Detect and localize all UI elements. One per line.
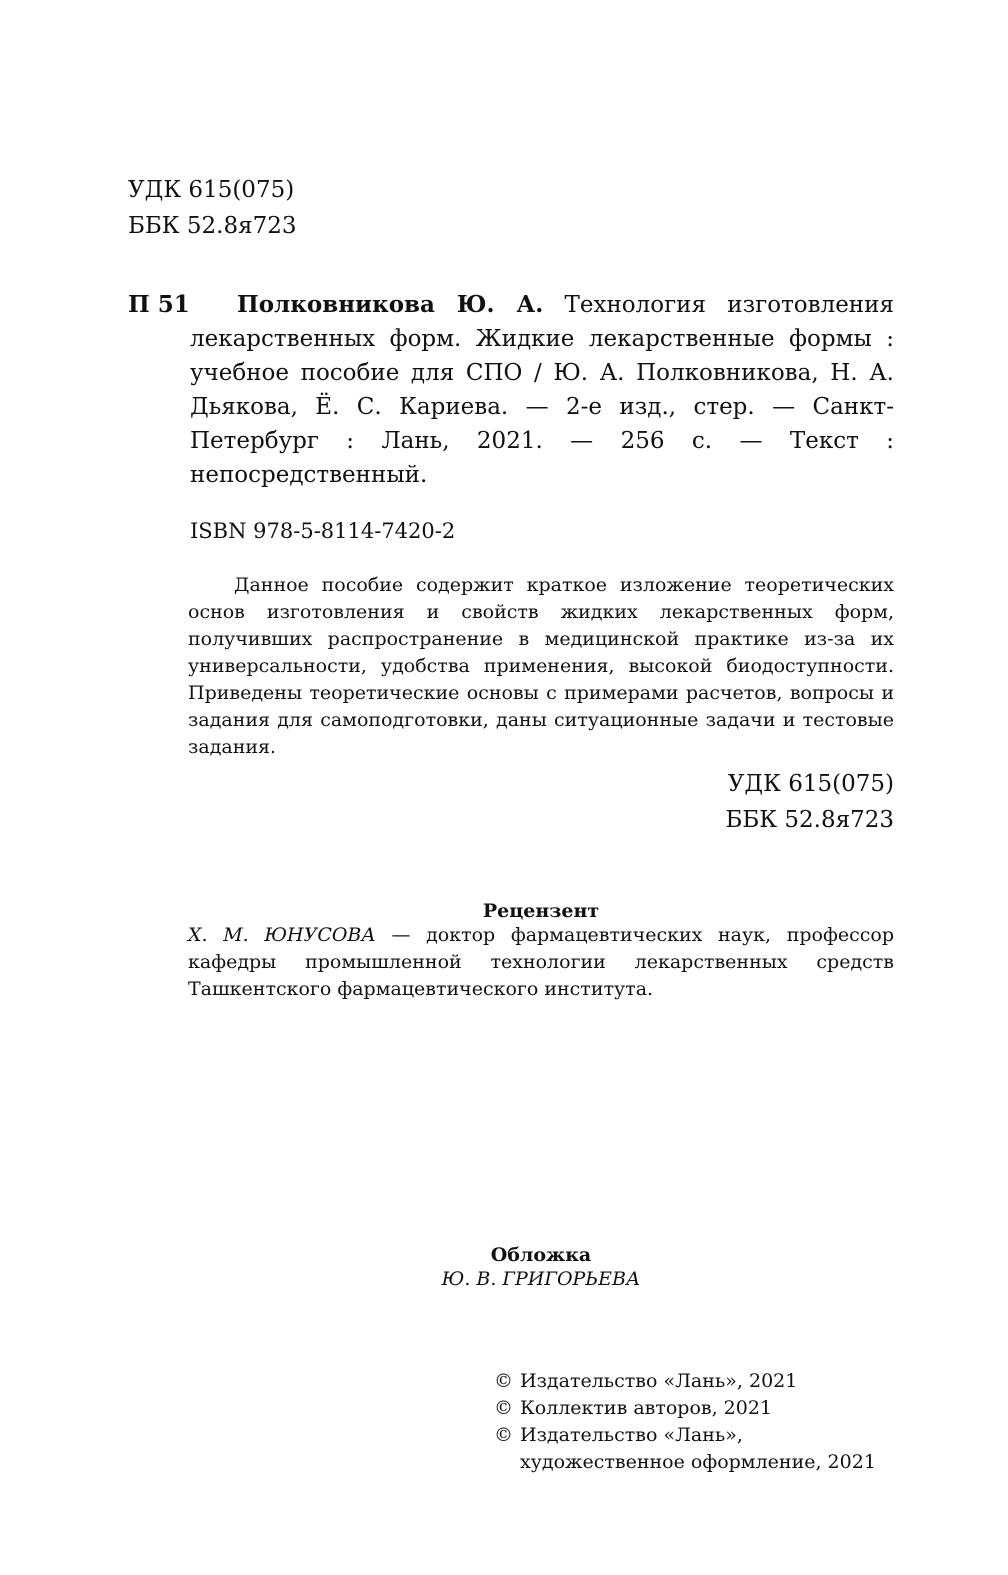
classification-codes-bottom [725,766,894,838]
cover-heading: Обложка [490,1244,592,1266]
copyright-line-continuation [494,1449,876,1476]
bbk-code: ББК 52.8я723 [128,213,297,239]
reviewer-details: — доктор фармацевтических наук, профессор кафедры промышленной технологии лекарственных средств Ташкентского фармацевтического института. [188,924,894,1000]
udk-code: УДК 615(075) [128,177,295,203]
copyright-line [494,1395,876,1422]
copyright-text: художественное оформление, 2021 [520,1451,876,1473]
author-mark: П 51 [128,291,190,318]
copyright-icon: © [494,1424,513,1446]
reviewer-heading: Рецензент [482,900,600,922]
copyright-icon: © [494,1370,513,1392]
reviewer-name: Х. М. ЮНУСОВА [188,924,376,946]
annotation-paragraph: Данное пособие содержит краткое изложение теоретических основ изготовления и свойств жидких лекарственных форм, получивших распространение в медицинской практике из-за их универсальности, удобства применения, высокой биодоступности. Приведены теоретические основы с примерами расчетов, вопросы и задания для самоподготовки, даны ситуационные задачи и тестовые задания. [188,574,894,758]
copyright-icon: © [494,1397,513,1419]
copyright-text: Издательство «Лань», [520,1424,743,1446]
reviewer-description [188,922,894,1003]
isbn: ISBN 978-5-8114-7420-2 [190,519,456,543]
entry-description: Технология изготовления лекарственных форм. Жидкие лекарственные формы : учебное пособие для СПО / Ю. А. Полковникова, Н. А. Дьякова, Ё. С. Кариева. — 2-е изд., стер. — Санкт-Петербург : Лань, 2021. — 256 с. — Текст : непосредственный. [190,292,894,488]
copyright-block [494,1368,876,1476]
cover-designer-name: Ю. В. ГРИГОРЬЕВА [441,1268,641,1290]
udk-code: УДК 615(075) [727,771,894,797]
copyright-line [494,1368,876,1395]
classification-codes-top [128,172,297,244]
entry-author: Полковникова Ю. А. [237,291,544,318]
copyright-line [494,1422,876,1449]
bbk-code: ББК 52.8я723 [725,807,894,833]
copyright-text: Издательство «Лань», 2021 [520,1370,798,1392]
copyright-text: Коллектив авторов, 2021 [520,1397,773,1419]
bibliographic-description [190,288,894,492]
